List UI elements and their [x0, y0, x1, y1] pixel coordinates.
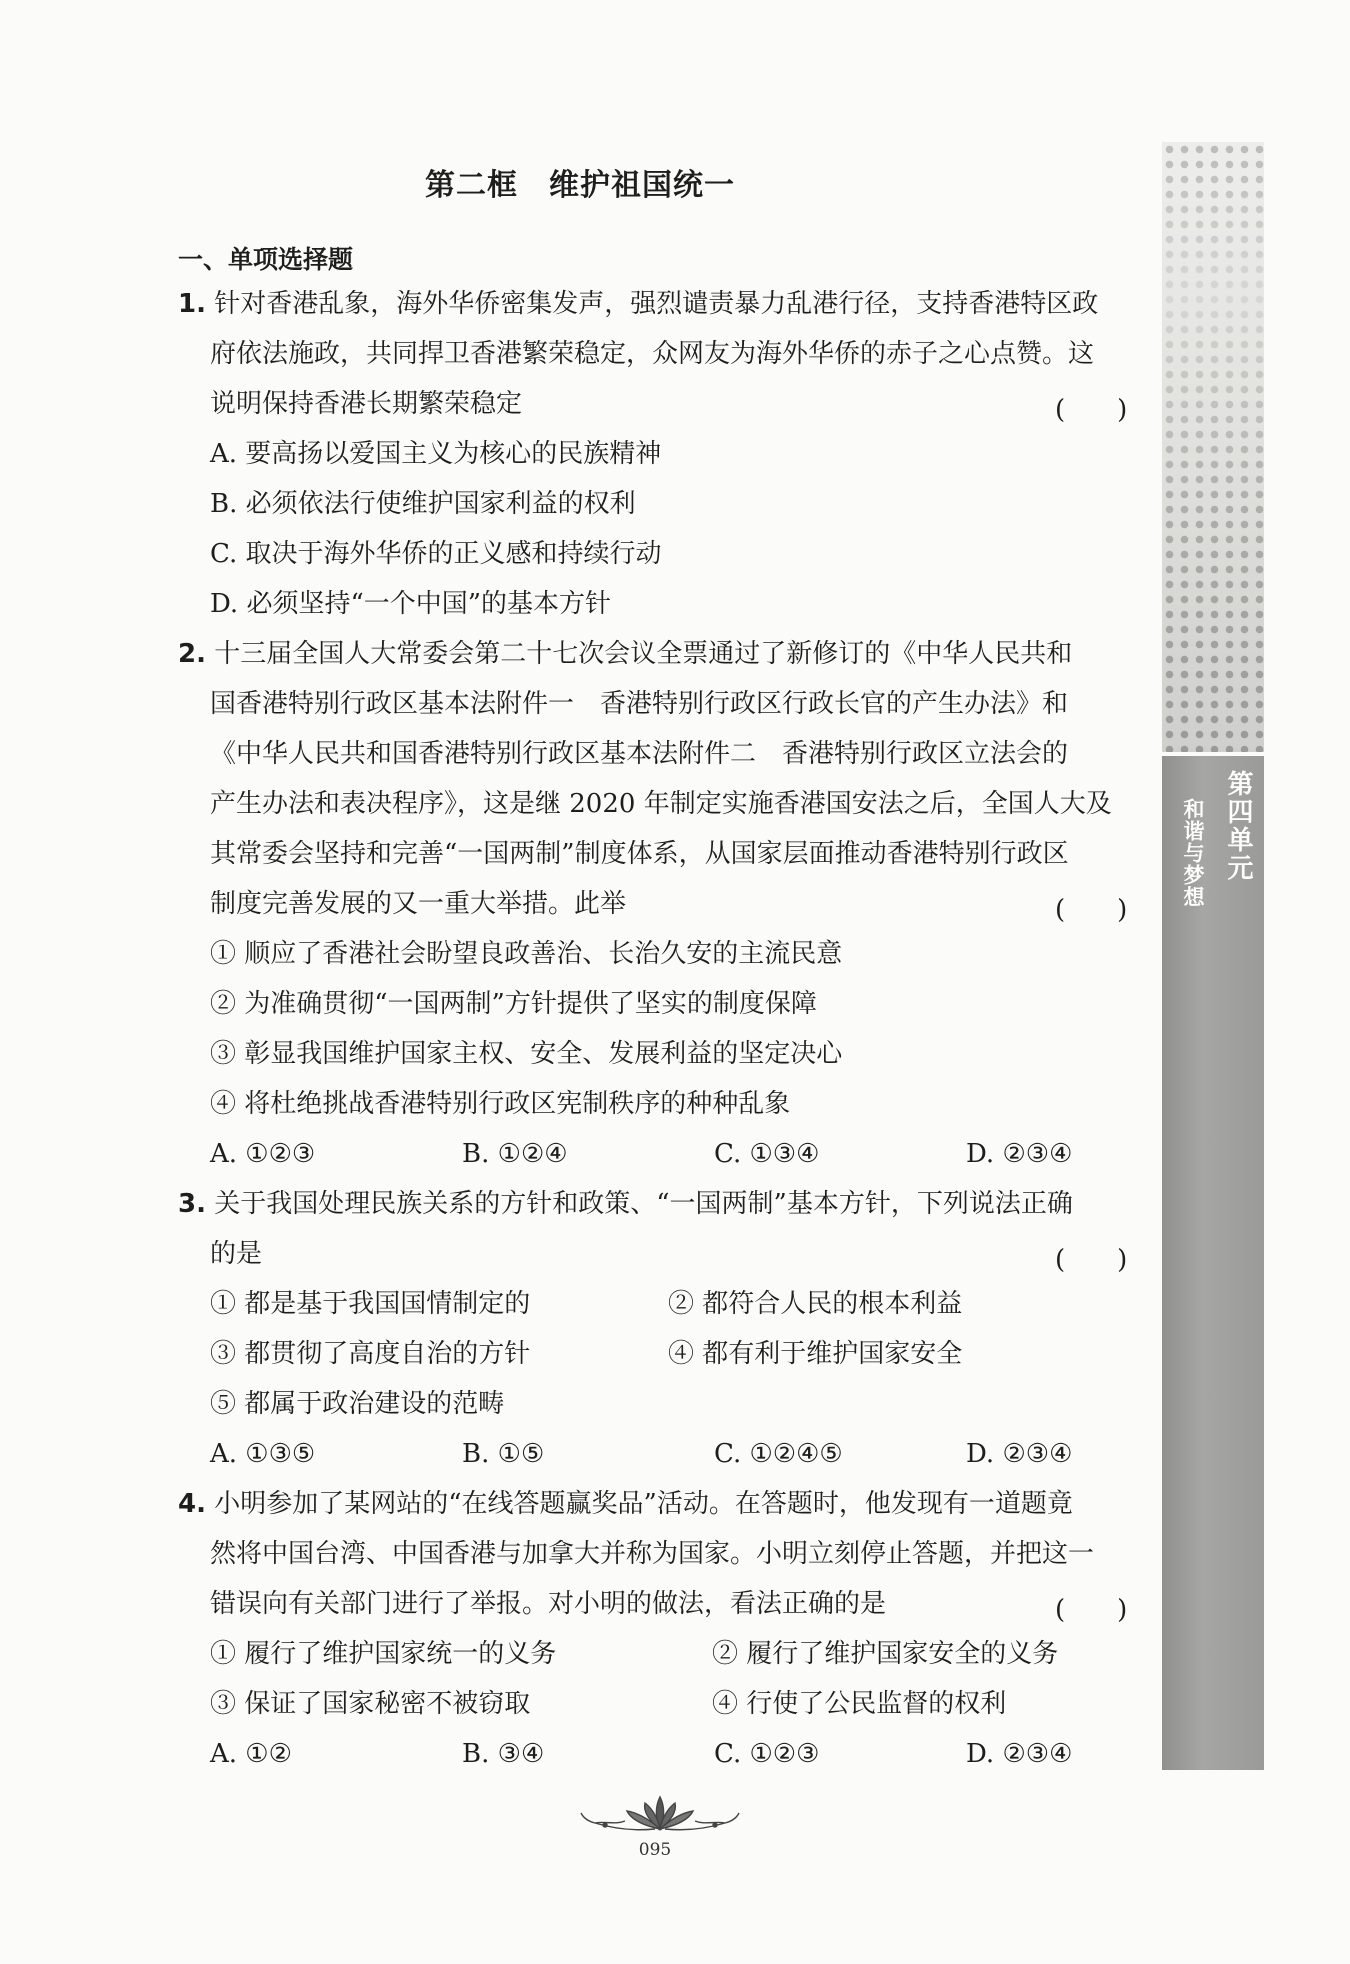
floral-ornament-icon: [575, 1795, 745, 1835]
question-text: 小明参加了某网站的“在线答题赢奖品”活动。在答题时，他发现有一道题竟: [214, 1489, 1073, 1519]
statement-3: ③ 保证了国家秘密不被窃取: [210, 1689, 531, 1719]
statement-2: ② 履行了维护国家安全的义务: [712, 1639, 1059, 1669]
option-b: B. 必须依法行使维护国家利益的权利: [210, 489, 636, 519]
answer-bracket: ( ): [1055, 895, 1128, 925]
question-2-line-2: 国香港特别行政区基本法附件一 香港特别行政区行政长官的产生办法》和: [210, 689, 1069, 719]
unit-subtitle: 和谐与梦想: [1181, 798, 1205, 908]
statement-4: ④ 将杜绝挑战香港特别行政区宪制秩序的种种乱象: [210, 1089, 791, 1119]
choice-d: D. ②③④: [966, 1139, 1073, 1169]
answer-bracket: ( ): [1055, 395, 1128, 425]
question-3-line-1: [178, 1187, 1073, 1221]
choice-d: D. ②③④: [966, 1739, 1073, 1769]
question-text: 关于我国处理民族关系的方针和政策、“一国两制”基本方针，下列说法正确: [214, 1189, 1073, 1219]
question-2-line-4: 产生办法和表决程序》，这是继 2020 年制定实施香港国安法之后，全国人大及: [210, 789, 1112, 819]
halftone-dots: [1162, 142, 1264, 752]
unit-label: 第四单元: [1223, 770, 1253, 882]
question-4-line-1: [178, 1487, 1073, 1521]
question-number: 2.: [178, 639, 206, 669]
question-4-line-2: 然将中国台湾、中国香港与加拿大并称为国家。小明立刻停止答题，并把这一: [210, 1539, 1095, 1569]
statement-1: ① 都是基于我国国情制定的: [210, 1289, 531, 1319]
statement-3: ③ 都贯彻了高度自治的方针: [210, 1339, 531, 1369]
question-2-line-5: 其常委会坚持和完善“一国两制”制度体系，从国家层面推动香港特别行政区: [210, 839, 1069, 869]
option-c: C. 取决于海外华侨的正义感和持续行动: [210, 539, 662, 569]
section-heading: 一、单项选择题: [178, 245, 354, 274]
question-number: 3.: [178, 1189, 206, 1219]
answer-bracket: ( ): [1055, 1595, 1128, 1625]
choice-b: B. ①⑤: [462, 1439, 545, 1469]
question-1-line-3: 说明保持香港长期繁荣稳定: [210, 389, 523, 419]
page-title: 第二框 维护祖国统一: [425, 168, 735, 203]
statement-2: ② 都符合人民的根本利益: [668, 1289, 963, 1319]
choice-a: A. ①②③: [210, 1139, 316, 1169]
statement-2: ② 为准确贯彻“一国两制”方针提供了坚实的制度保障: [210, 989, 817, 1019]
question-number: 4.: [178, 1489, 206, 1519]
statement-1: ① 顺应了香港社会盼望良政善治、长治久安的主流民意: [210, 939, 843, 969]
question-text: 针对香港乱象，海外华侨密集发声，强烈谴责暴力乱港行径，支持香港特区政: [214, 289, 1099, 319]
question-2-line-6: 制度完善发展的又一重大举措。此举: [210, 889, 627, 919]
page-number: 095: [638, 1840, 672, 1860]
statement-3: ③ 彰显我国维护国家主权、安全、发展利益的坚定决心: [210, 1039, 843, 1069]
statement-1: ① 履行了维护国家统一的义务: [210, 1639, 557, 1669]
choice-c: C. ①②④⑤: [714, 1439, 843, 1469]
statement-4: ④ 都有利于维护国家安全: [668, 1339, 963, 1369]
question-1-line-2: 府依法施政，共同捍卫香港繁荣稳定，众网友为海外华侨的赤子之心点赞。这: [210, 339, 1095, 369]
choice-a: A. ①③⑤: [210, 1439, 316, 1469]
question-2-line-1: [178, 637, 1072, 671]
choice-c: C. ①③④: [714, 1139, 820, 1169]
choice-b: B. ③④: [462, 1739, 545, 1769]
choice-d: D. ②③④: [966, 1439, 1073, 1469]
option-d: D. 必须坚持“一个中国”的基本方针: [210, 589, 612, 619]
statement-5: ⑤ 都属于政治建设的范畴: [210, 1389, 505, 1419]
choice-b: B. ①②④: [462, 1139, 568, 1169]
question-number: 1.: [178, 289, 206, 319]
question-2-line-3: 《中华人民共和国香港特别行政区基本法附件二 香港特别行政区立法会的: [210, 739, 1069, 769]
choice-c: C. ①②③: [714, 1739, 820, 1769]
statement-4: ④ 行使了公民监督的权利: [712, 1689, 1007, 1719]
question-4-line-3: 错误向有关部门进行了举报。对小明的做法，看法正确的是: [210, 1589, 887, 1619]
side-tab-bar: [1162, 756, 1264, 1770]
choice-a: A. ①②: [210, 1739, 292, 1769]
question-1-line-1: [178, 287, 1098, 321]
question-3-line-2: 的是: [210, 1239, 263, 1269]
answer-bracket: ( ): [1055, 1245, 1128, 1275]
side-tab-pattern: [1162, 142, 1264, 752]
option-a: A. 要高扬以爱国主义为核心的民族精神: [210, 439, 662, 469]
question-text: 十三届全国人大常委会第二十七次会议全票通过了新修订的《中华人民共和: [214, 639, 1073, 669]
